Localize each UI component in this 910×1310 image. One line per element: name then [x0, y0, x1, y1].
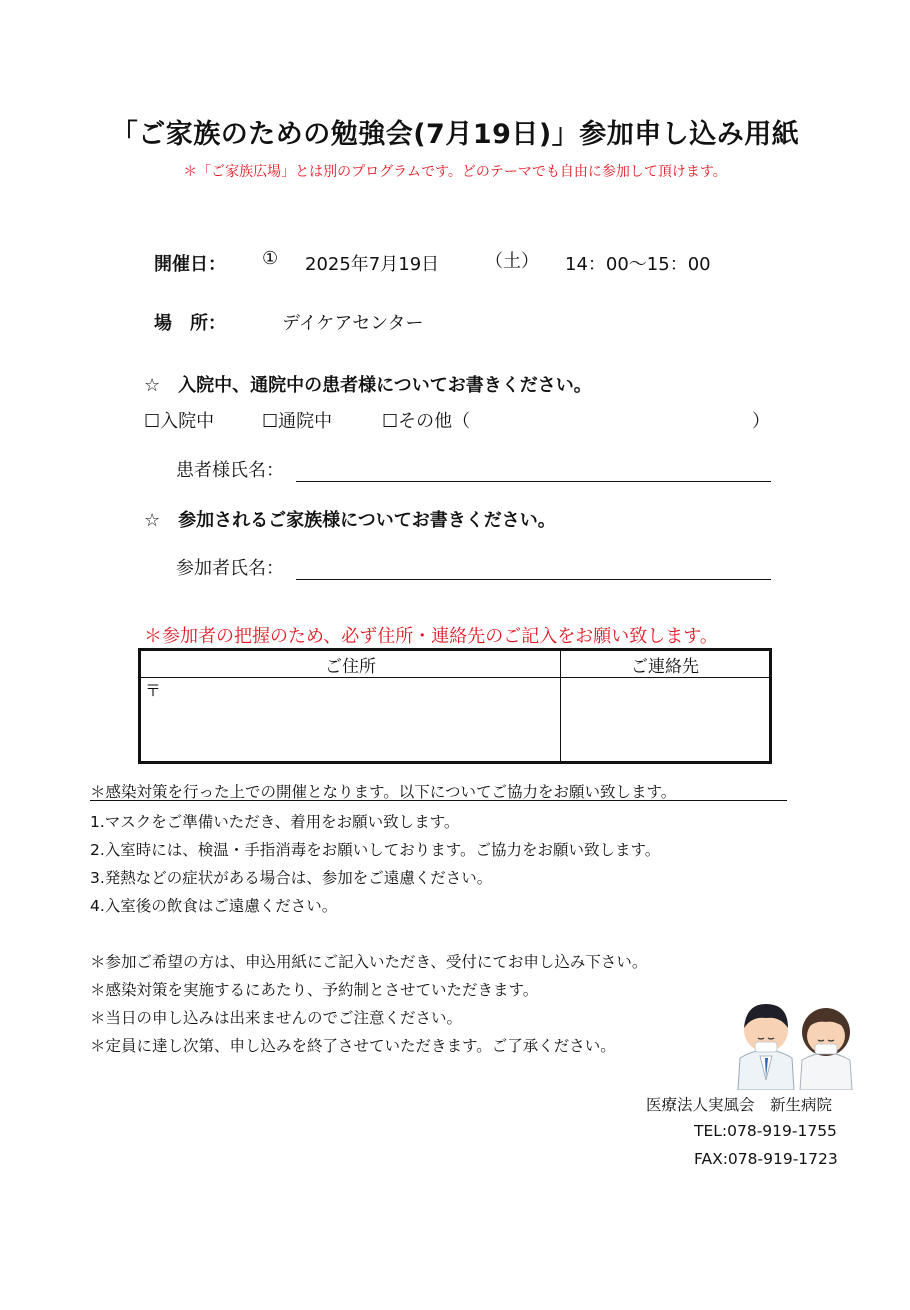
page-title: 「ご家族のための勉強会(7月19日)」参加申し込み用紙 — [110, 119, 800, 150]
program-note: ＊「ご家族広場」とは別のプログラムです。どのテーマでも自由に参加して頂けます。 — [183, 164, 727, 180]
staff-bowing-illustration — [728, 998, 858, 1090]
family-heading: ☆ 参加されるご家族様についてお書きください。 — [144, 510, 556, 531]
option-other-close: ） — [752, 411, 770, 432]
patient-name-field[interactable] — [296, 481, 771, 482]
female-nurse-figure — [800, 1008, 852, 1090]
event-time: 14：00～15：00 — [565, 254, 711, 275]
postal-mark: 〒 — [145, 681, 162, 700]
org-fax: FAX:078-919-1723 — [694, 1150, 838, 1168]
patient-name-label: 患者様氏名： — [176, 460, 284, 481]
note-item: ＊参加ご希望の方は、申込用紙にご記入いただき、受付にてお申し込み下さい。 — [90, 953, 648, 971]
infection-item: 3.発熱などの症状がある場合は、参加をご遠慮ください。 — [90, 869, 493, 887]
event-place: デイケアセンター — [282, 313, 424, 334]
address-field[interactable] — [140, 678, 561, 763]
infection-item: 1.マスクをご準備いただき、着用をお願い致します。 — [90, 813, 460, 831]
date-mark: ① — [262, 248, 279, 269]
infection-item: 4.入室後の飲食はご遠慮ください。 — [90, 897, 338, 915]
note-item: ＊定員に達し次第、申し込みを終了させていただきます。ご了承ください。 — [90, 1037, 616, 1055]
infection-intro-underline — [90, 800, 787, 801]
date-label: 開催日： — [154, 254, 226, 275]
place-label: 場 所： — [154, 313, 226, 334]
family-name-field[interactable] — [296, 579, 771, 580]
address-header: ご住所 — [140, 650, 561, 678]
contact-header: ご連絡先 — [561, 650, 771, 678]
note-item: ＊感染対策を実施するにあたり、予約制とさせていただきます。 — [90, 981, 539, 999]
option-other-checkbox[interactable]: ☐その他（ — [382, 411, 471, 432]
org-tel: TEL:078-919-1755 — [694, 1122, 837, 1140]
option-inpatient-checkbox[interactable]: ☐入院中 — [144, 411, 215, 432]
event-date: 2025年7月19日 — [305, 254, 440, 275]
address-note: ＊参加者の把握のため、必ず住所・連絡先のご記入をお願い致します。 — [144, 626, 718, 647]
option-outpatient-checkbox[interactable]: ☐通院中 — [262, 411, 333, 432]
infection-item: 2.入室時には、検温・手指消毒をお願いしております。ご協力をお願い致します。 — [90, 841, 661, 859]
event-weekday: （土） — [485, 251, 539, 272]
org-name: 医療法人実風会 新生病院 — [646, 1096, 833, 1114]
male-doctor-figure — [738, 1004, 794, 1090]
contact-field[interactable] — [561, 678, 771, 763]
patient-heading: ☆ 入院中、通院中の患者様についてお書きください。 — [144, 375, 592, 396]
infection-intro: ＊感染対策を行った上での開催となります。以下についてご協力をお願い致します。 — [90, 783, 677, 801]
family-name-label: 参加者氏名： — [176, 558, 284, 579]
address-table — [138, 648, 772, 764]
note-item: ＊当日の申し込みは出来ませんのでご注意ください。 — [90, 1009, 463, 1027]
